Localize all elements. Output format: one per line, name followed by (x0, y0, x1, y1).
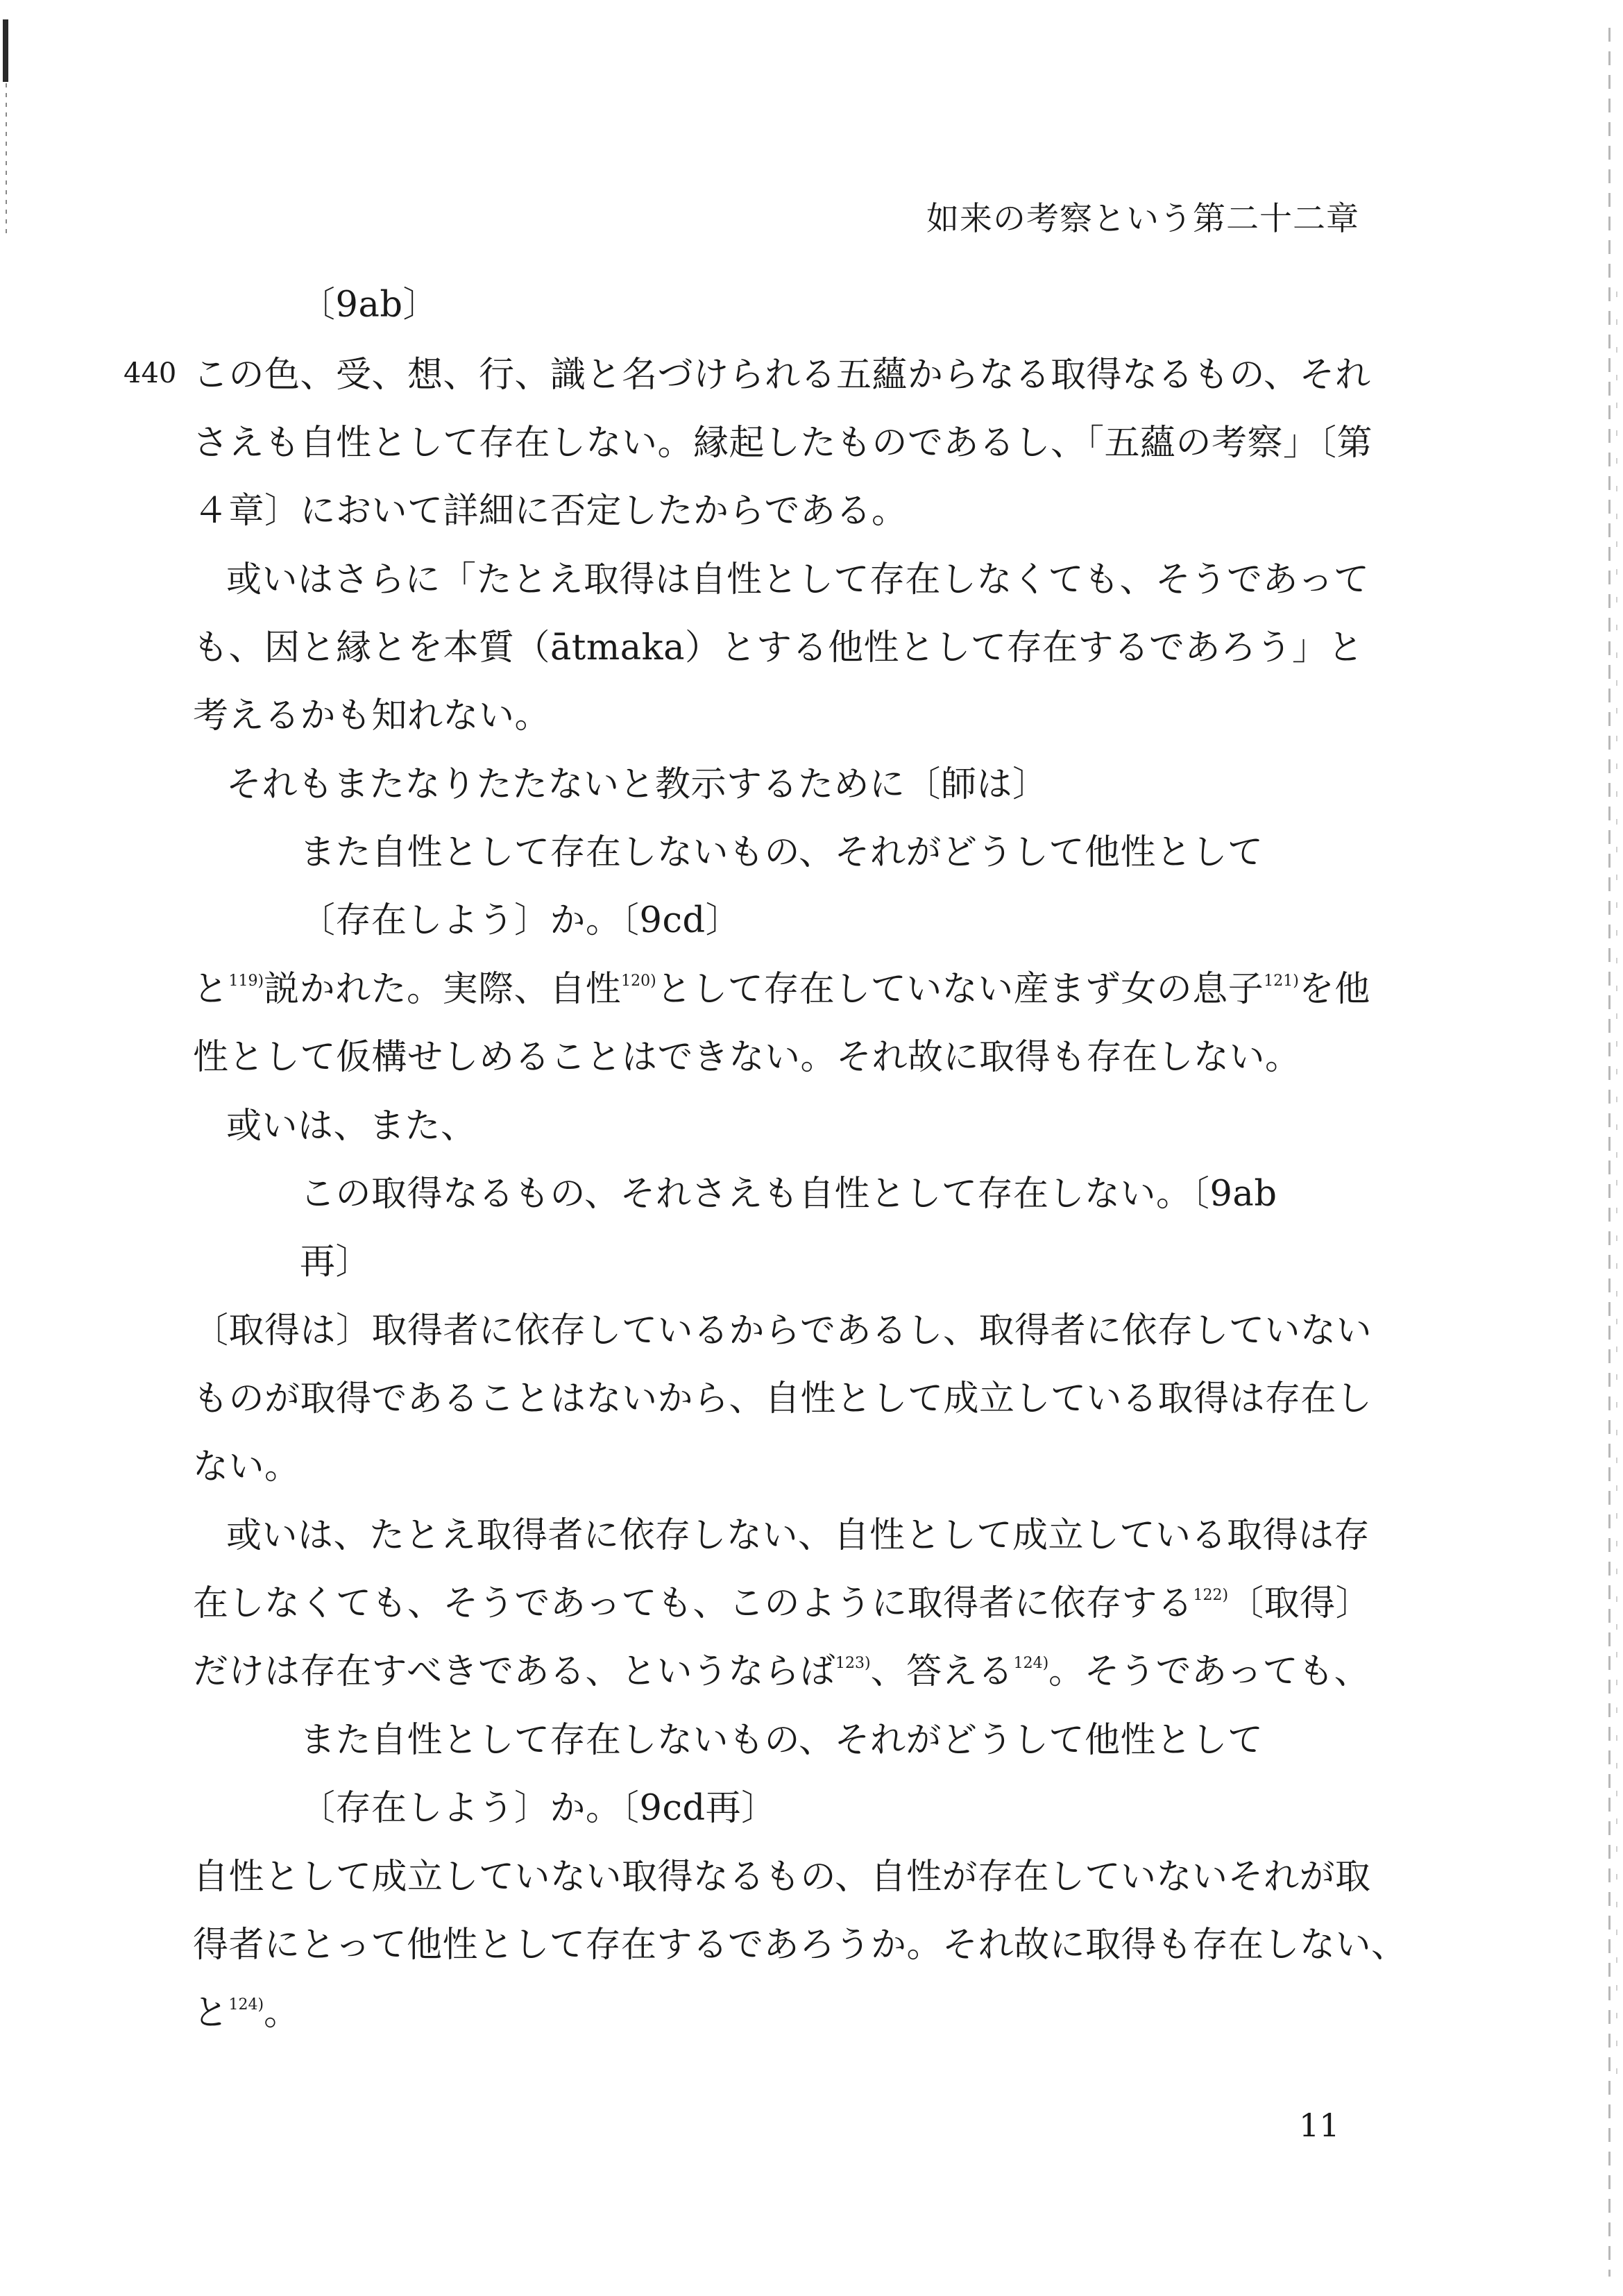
scan-edge-mark (1608, 28, 1611, 2277)
footnote-ref: 124) (228, 1996, 264, 2014)
text-line: ものが取得であることはないから、自性として成立している取得は存在し (193, 1378, 1373, 1419)
scan-edge-mark (1616, 292, 1617, 2096)
text-line: ４章〕において詳細に否定したからである。 (193, 491, 908, 532)
scan-edge-mark (3, 19, 8, 82)
verse-line: この取得なるもの、それさえも自性として存在しない。〔9ab (300, 1174, 1277, 1215)
text-line: 或いは、また、 (226, 1106, 477, 1147)
footnote-ref: 122) (1193, 1587, 1229, 1604)
text-line: 〔取得は〕取得者に依存しているからであるし、取得者に依存していない (193, 1310, 1372, 1351)
scan-edge-mark (6, 83, 7, 236)
verse-reference: 〔9ab〕 (300, 285, 439, 326)
text-line: 得者にとって他性として存在するであろうか。それ故に取得も存在しない、 (193, 1925, 1407, 1966)
text-line: も、因と縁とを本質（ātmaka）とする他性として存在するであろう」と (193, 627, 1363, 668)
text-line: 或いはさらに「たとえ取得は自性として存在しなくても、そうであって (226, 559, 1370, 600)
text-line: 在しなくても、そうであっても、このように取得者に依存する$^{122)}$〔取得〕 (193, 1583, 1372, 1624)
page-number: 11 (1299, 2107, 1340, 2144)
footnote-ref: 121) (1264, 972, 1299, 990)
text-line: だけは存在すべきである、というならば$^{123)}$、答える$^{124)}$。そうであっても、 (193, 1651, 1370, 1692)
footnote-ref: 119) (228, 972, 264, 990)
text-line: それもまたなりたたないと教示するために〔師は〕 (226, 764, 1048, 805)
footnote-ref: 124) (1013, 1655, 1049, 1672)
footnote-ref: 120) (621, 972, 656, 990)
text-line: 或いは、たとえ取得者に依存しない、自性として成立している取得は存 (226, 1515, 1370, 1556)
text-line: この色、受、想、行、識と名づけられる五蘊からなる取得なるもの、それ (193, 355, 1371, 396)
verse-line: 〔存在しよう〕か。〔9cd〕 (300, 900, 742, 941)
text-line: ない。 (193, 1446, 300, 1487)
verse-line: 〔存在しよう〕か。〔9cd再〕 (300, 1788, 777, 1829)
text-line: 考えるかも知れない。 (193, 695, 551, 736)
verse-line: また自性として存在しないもの、それがどうして他性として (300, 832, 1264, 873)
verse-line: 再〕 (300, 1242, 372, 1283)
line-number: 440 (124, 357, 177, 389)
text-line: と$^{124)}$。 (193, 1993, 300, 2034)
text-line: 自性として成立していない取得なるもの、自性が存在していないそれが取 (193, 1857, 1371, 1898)
footnote-ref: 123) (835, 1655, 871, 1672)
text-line: さえも自性として存在しない。縁起したものであるし、「五蘊の考察」〔第 (193, 423, 1373, 464)
text-line: 性として仮構せしめることはできない。それ故に取得も存在しない。 (193, 1037, 1301, 1078)
running-header: 如来の考察という第二十二章 (926, 200, 1359, 238)
text-line: と$^{119)}$説かれた。実際、自性$^{120)}$として存在していない産まず女の息子$^{121)}$を他 (193, 969, 1370, 1010)
verse-line: また自性として存在しないもの、それがどうして他性として (300, 1720, 1264, 1761)
